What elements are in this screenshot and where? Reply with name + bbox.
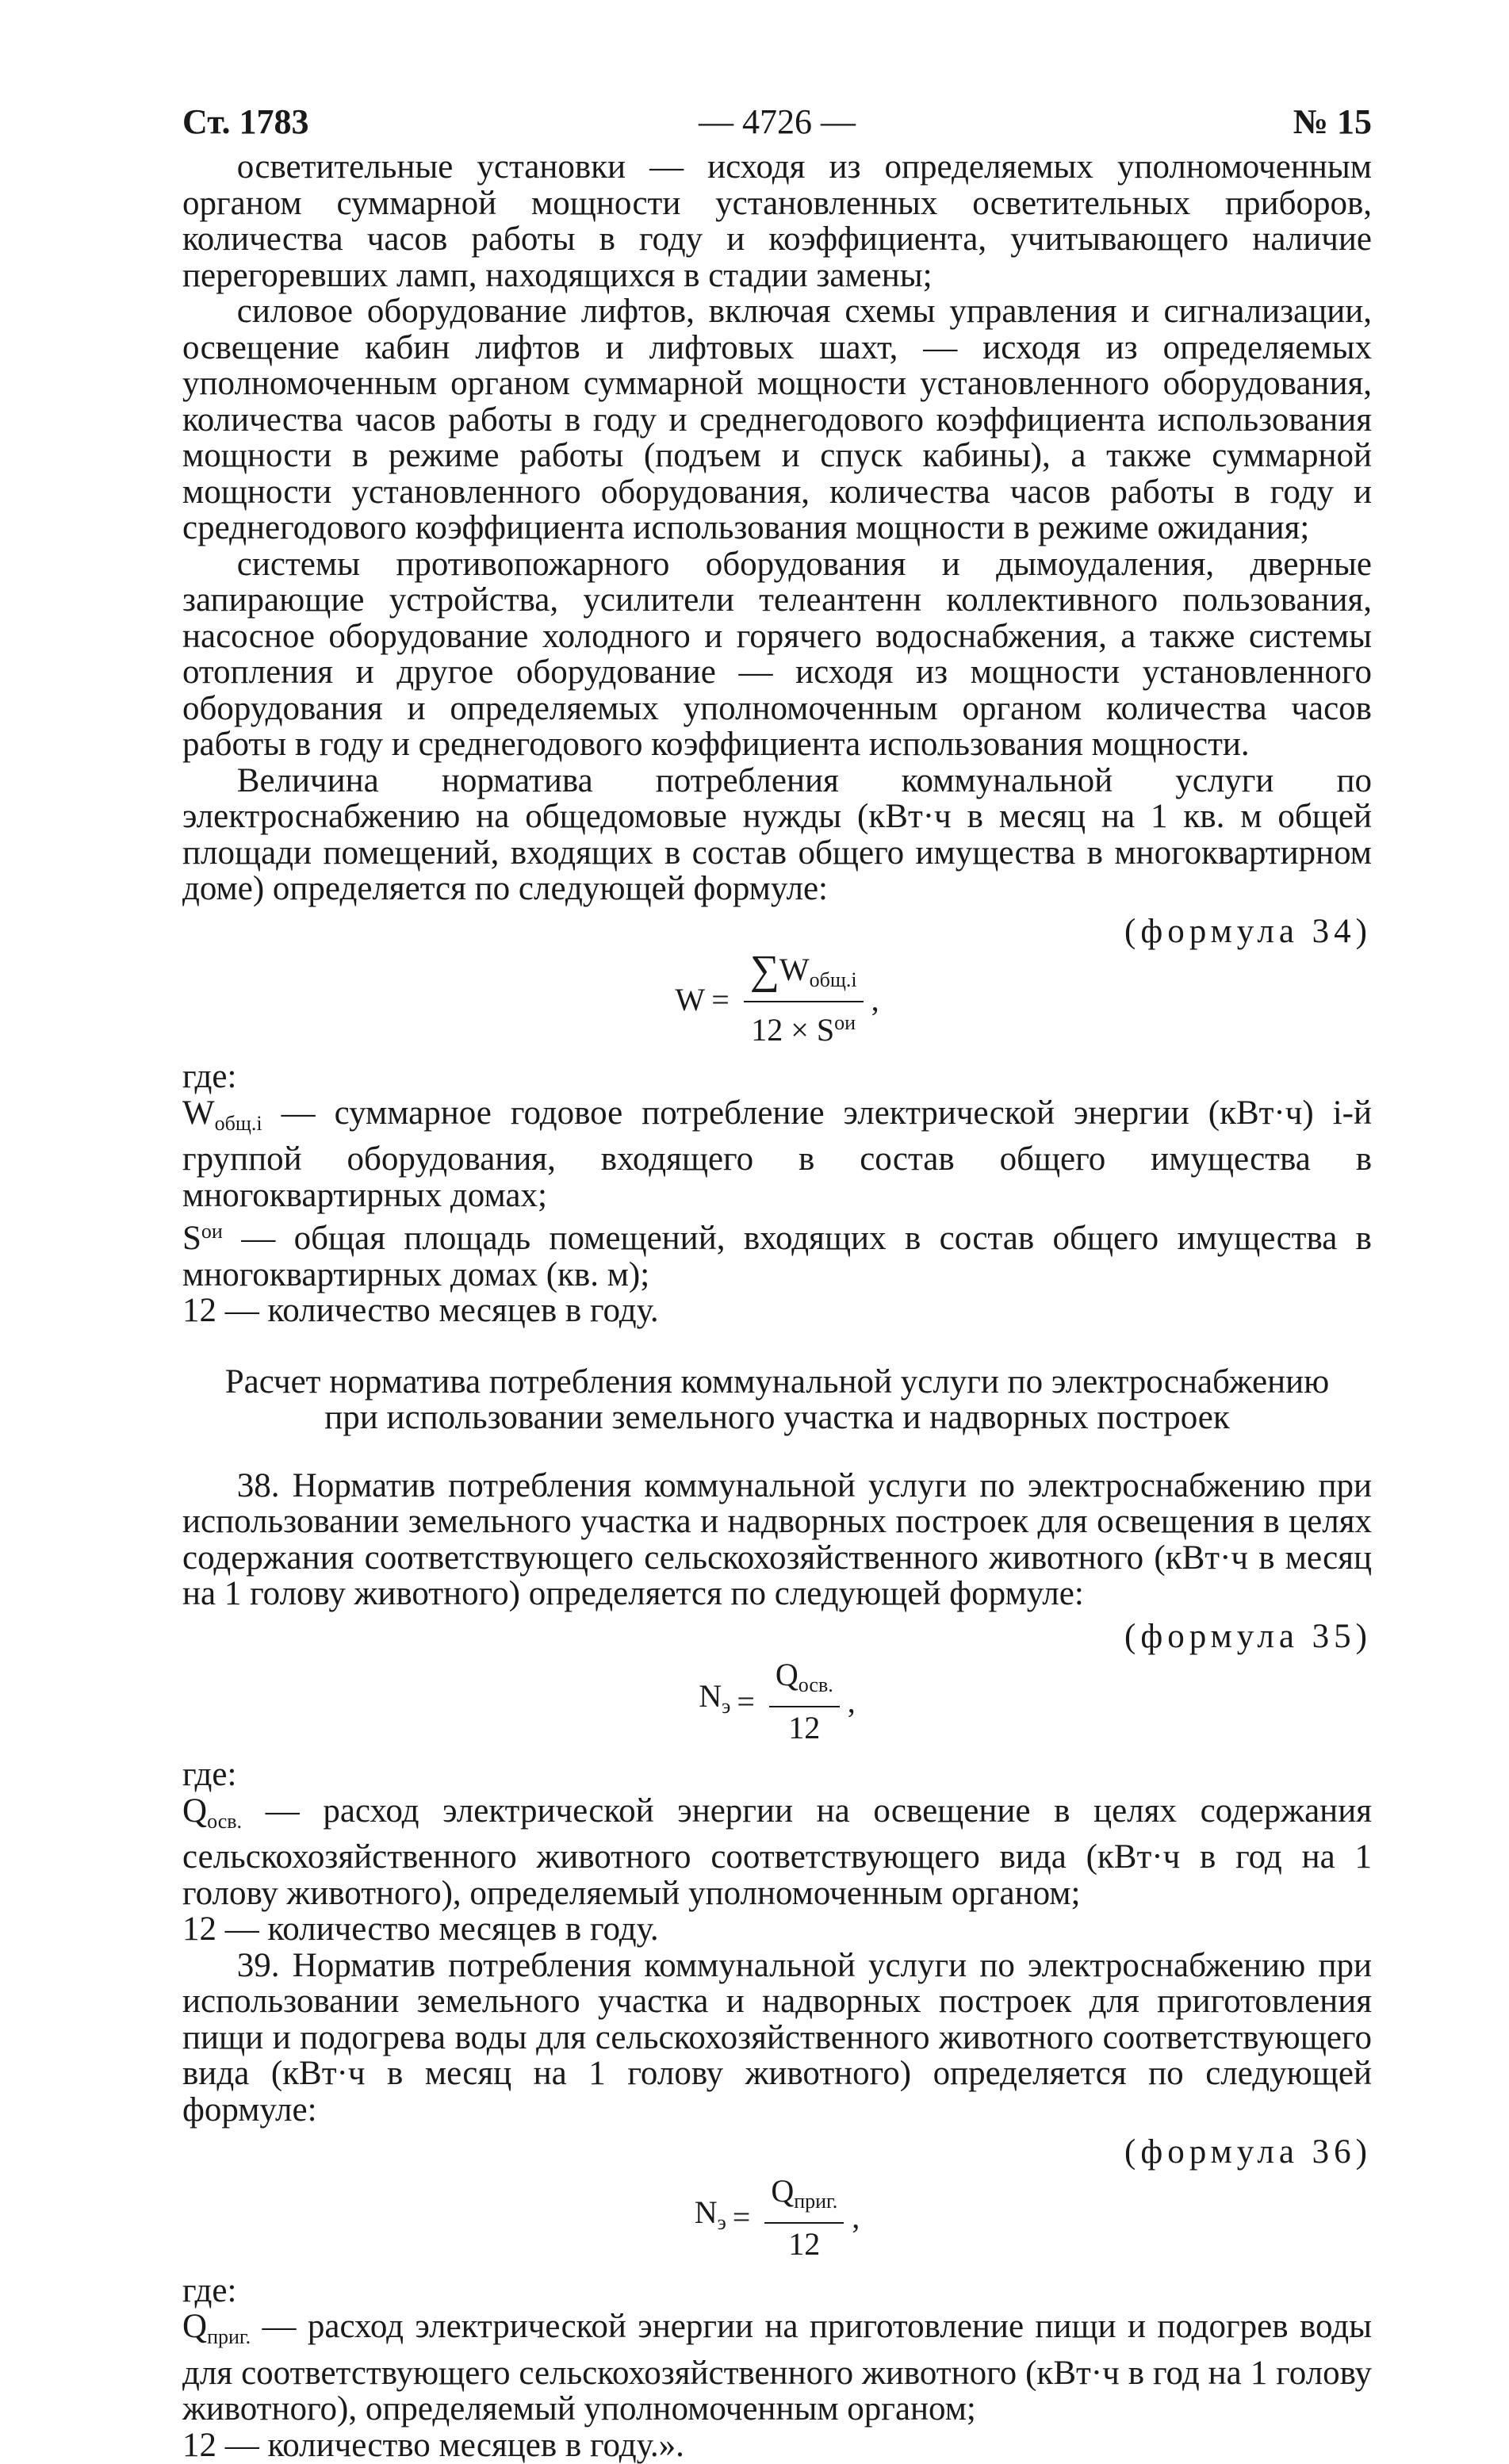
legend-36-item-2: 12 — количество месяцев в году.». <box>182 2426 684 2464</box>
formula-35 <box>182 1656 1372 1747</box>
legend-34-item-2: $S^{ои}$ — общая площадь помещений, входящих в состав общего имущества в многоквартирных домах (кв. м); <box>182 1220 1372 1293</box>
page-header <box>182 102 1372 146</box>
formula-34-lhs: W <box>675 982 706 1018</box>
formula-36-equals: = <box>732 2199 751 2236</box>
legend-35-item-1: $Q_{осв.}$ — расход электрической энергии на освещение в целях содержания сельскохозяйственного животного соответствующего вида (кВт·ч в год на 1 голову животного), определяемый уполномоченным органом; <box>182 1791 1372 1912</box>
paragraph-norm-intro: Величина норматива потребления коммунальной услуги по электроснабжению на общедомовые нужды (кВт·ч в месяц на 1 кв. м общей площади помещений, входящих в состав общего имущества в многоквартирном доме) определяется по следующей формуле: <box>182 761 1372 907</box>
formula-36-label: (формула 36) <box>1124 2133 1372 2171</box>
sigma-symbol: ∑ <box>749 948 779 993</box>
header-article-number: Ст. 1783 <box>182 102 309 141</box>
formula-36-lhs: $N_э$ <box>694 2194 726 2234</box>
formula-35-numerator: $Q_{осв.}$ <box>769 1656 840 1707</box>
formula-34-denominator: $12 \times S^{ои}$ <box>751 1011 856 1048</box>
formula-36-numerator: $Q_{приг.}$ <box>764 2172 844 2224</box>
formula-36 <box>182 2172 1372 2263</box>
formula-36-comma: , <box>852 2199 860 2236</box>
where-label-35: где: <box>182 1756 237 1793</box>
formula-34-comma: , <box>871 982 879 1018</box>
legend-36-item-1: $Q_{приг.}$ — расход электрической энергии на приготовление пищи и подогрев воды для соответствующего сельскохозяйственного животного (кВт·ч в год на 1 голову животного), определяемый уполномоченным органом; <box>182 2308 1372 2428</box>
where-label-34: где: <box>182 1058 237 1095</box>
formula-34 <box>182 948 1372 1049</box>
header-issue-number: № 15 <box>1293 102 1372 141</box>
legend-34-item-3: 12 — количество месяцев в году. <box>182 1292 659 1329</box>
document-body <box>182 149 1372 2463</box>
formula-34-fraction <box>744 948 864 1049</box>
formula-35-label: (формула 35) <box>1124 1617 1372 1655</box>
header-page-number: — 4726 — <box>699 102 856 141</box>
section-heading-line-2: при использовании земельного участка и надворных построек <box>324 1399 1230 1436</box>
paragraph-39: 39. Норматив потребления коммунальной услуги по электроснабжению при использовании земельного участка и надворных построек для приготовления пищи и подогрева воды для сельскохозяйственного животного соответствующего вида (кВт·ч в месяц на 1 голову животного) определяется по следующей формуле: <box>182 1946 1372 2129</box>
formula-36-fraction <box>764 2172 844 2263</box>
section-heading-line-1: Расчет норматива потребления коммунальной услуги по электроснабжению <box>224 1362 1330 1401</box>
paragraph-lighting: осветительные установки — исходя из определяемых уполномоченным органом суммарной мощности установленных осветительных приборов, количества часов работы в году и коэффициента, учитывающего наличие перегоревших ламп, находящихся в стадии замены; <box>182 148 1372 294</box>
formula-36-denominator: 12 <box>788 2225 821 2262</box>
formula-34-equals: = <box>711 982 730 1018</box>
paragraph-fire-systems: системы противопожарного оборудования и дымоудаления, дверные запирающие устройства, усилители телеантенн коллективного пользования, насосное оборудование холодного и горячего водоснабжения, а также системы отопления и другое оборудование — исходя из мощности установленного оборудования и определяемых уполномоченным органом количества часов работы в году и среднегодового коэффициента использования мощности. <box>182 545 1372 763</box>
legend-34-item-1: $W_{общ.i}$ — суммарное годовое потребление электрической энергии (кВт·ч) i-й группой оборудования, входящего в состав общего имущества в многоквартирных домах; <box>182 1094 1372 1214</box>
paragraph-38: 38. Норматив потребления коммунальной услуги по электроснабжению при использовании земельного участка и надворных построек для освещения в целях содержания соответствующего сельскохозяйственного животного (кВт·ч в месяц на 1 голову животного) определяется по следующей формуле: <box>182 1466 1372 1612</box>
formula-35-fraction <box>769 1656 840 1747</box>
formula-35-lhs: $N_э$ <box>699 1678 731 1719</box>
formula-35-comma: , <box>847 1683 856 1719</box>
paragraph-elevators: силовое оборудование лифтов, включая схемы управления и сигнализации, освещение кабин лифтов и лифтовых шахт, — исходя из определяемых уполномоченным органом суммарной мощности установленного оборудования, количества часов работы в году и среднегодового коэффициента использования мощности в режиме работы (подъем и спуск кабины), а также суммарной мощности установленного оборудования, количества часов работы в году и среднегодового коэффициента использования мощности в режиме ожидания; <box>182 293 1372 546</box>
formula-34-label: (формула 34) <box>1124 912 1372 950</box>
legend-35-item-2: 12 — количество месяцев в году. <box>182 1910 659 1948</box>
formula-35-equals: = <box>737 1683 755 1719</box>
where-label-36: где: <box>182 2271 237 2309</box>
formula-35-denominator: 12 <box>788 1710 821 1745</box>
section-heading <box>182 1364 1372 1436</box>
formula-34-numerator: $\sum W_{общ.i}$ <box>744 951 864 1002</box>
